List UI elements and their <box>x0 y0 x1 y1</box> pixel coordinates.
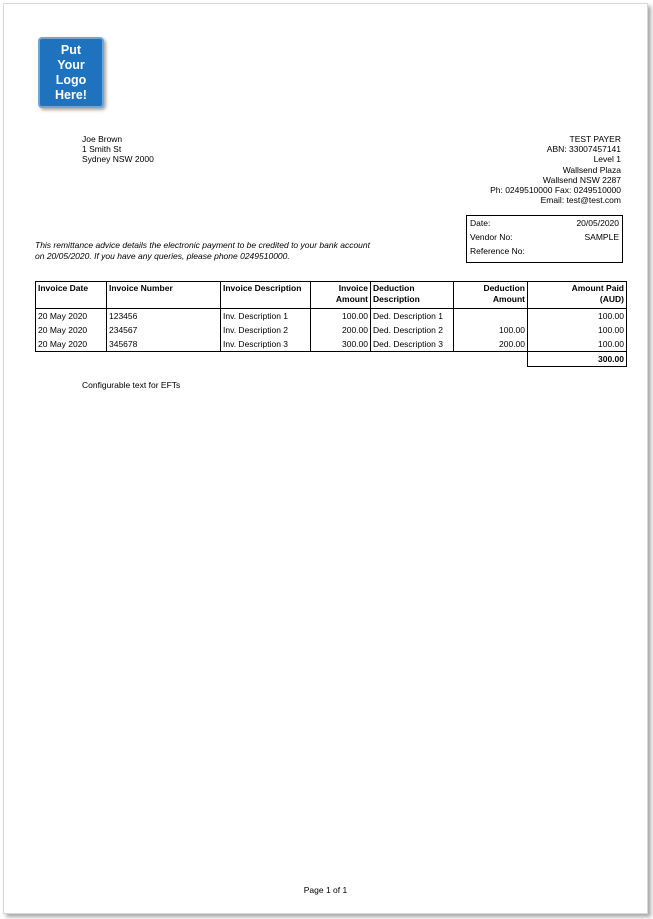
table-header-row <box>36 282 627 309</box>
cell-amount-paid: 100.00 <box>528 309 627 324</box>
cell-deduction-amount <box>454 309 528 324</box>
header-deduction-description-line-2: Description <box>373 293 420 304</box>
cell-date: 20 May 2020 <box>36 323 107 337</box>
reference-label: Reference No: <box>470 246 525 256</box>
header-amount-paid-line-2: (AUD) <box>599 293 624 304</box>
payee-address <box>82 134 154 165</box>
cell-amount-paid: 100.00 <box>528 337 627 352</box>
configurable-text: Configurable text for EFTs <box>82 380 181 390</box>
reference-row <box>467 244 622 258</box>
header-deduction-amount <box>454 282 528 309</box>
remittance-info-box <box>466 215 623 263</box>
payee-address-line-1: 1 Smith St <box>82 144 122 155</box>
notice-line-1: This remittance advice details the electronic payment to be credited to your bank account <box>35 240 370 250</box>
header-deduction-amount-line-1: Deduction <box>483 283 525 293</box>
invoice-table <box>35 281 627 367</box>
vendor-label: Vendor No: <box>470 232 513 242</box>
header-invoice-description: Invoice Description <box>221 282 311 309</box>
cell-deduction-description: Ded. Description 1 <box>371 309 454 324</box>
header-invoice-amount-line-2: Amount <box>335 293 368 304</box>
date-value: 20/05/2020 <box>576 218 619 228</box>
date-label: Date: <box>470 218 491 228</box>
page-number: Page 1 of 1 <box>303 885 348 895</box>
notice-line-2: on 20/05/2020. If you have any queries, please phone 0249510000. <box>35 250 290 261</box>
total-spacer <box>36 352 528 367</box>
vendor-value: SAMPLE <box>584 232 619 242</box>
cell-number: 345678 <box>107 337 221 352</box>
table-row <box>36 337 627 352</box>
date-row <box>467 216 622 230</box>
cell-amount-paid: 100.00 <box>528 323 627 337</box>
payee-name: Joe Brown <box>82 134 123 144</box>
cell-description: Inv. Description 1 <box>221 309 311 324</box>
total-amount-paid: 300.00 <box>528 352 627 367</box>
header-deduction-description <box>371 282 454 309</box>
header-amount-paid-line-1: Amount Paid <box>571 283 624 293</box>
cell-deduction-description: Ded. Description 2 <box>371 323 454 337</box>
cell-number: 234567 <box>107 323 221 337</box>
table-row <box>36 323 627 337</box>
payer-details <box>490 134 621 205</box>
remittance-notice <box>35 240 395 261</box>
table-row <box>36 309 627 324</box>
payer-email: Email: test@test.com <box>540 195 621 206</box>
cell-date: 20 May 2020 <box>36 309 107 324</box>
payer-address-line-3: Wallsend NSW 2287 <box>542 174 621 185</box>
cell-description: Inv. Description 2 <box>221 323 311 337</box>
header-invoice-number: Invoice Number <box>107 282 221 309</box>
header-deduction-amount-line-2: Amount <box>492 293 525 304</box>
cell-deduction-description: Ded. Description 3 <box>371 337 454 352</box>
payee-address-line-2: Sydney NSW 2000 <box>82 154 154 165</box>
vendor-row <box>467 230 622 244</box>
header-invoice-amount <box>311 282 371 309</box>
payer-name: TEST PAYER <box>569 134 621 144</box>
cell-deduction-amount: 200.00 <box>454 337 528 352</box>
logo-text: Put Your Logo Here! <box>55 42 87 102</box>
payer-phone: Ph: 0249510000 Fax: 0249510000 <box>490 185 621 196</box>
payer-abn: ABN: 33007457141 <box>546 144 621 155</box>
cell-number: 123456 <box>107 309 221 324</box>
header-invoice-amount-line-1: Invoice <box>338 283 368 293</box>
cell-amount: 100.00 <box>311 309 371 324</box>
cell-amount: 300.00 <box>311 337 371 352</box>
cell-date: 20 May 2020 <box>36 337 107 352</box>
header-deduction-description-line-1: Deduction <box>373 283 415 293</box>
logo-placeholder <box>38 37 104 108</box>
header-amount-paid <box>528 282 627 309</box>
payer-address-line-1: Level 1 <box>593 154 621 165</box>
document-page <box>3 3 648 914</box>
cell-amount: 200.00 <box>311 323 371 337</box>
header-invoice-date: Invoice Date <box>36 282 107 309</box>
payer-address-line-2: Wallsend Plaza <box>562 164 621 175</box>
table-total-row <box>36 352 627 367</box>
cell-deduction-amount: 100.00 <box>454 323 528 337</box>
cell-description: Inv. Description 3 <box>221 337 311 352</box>
